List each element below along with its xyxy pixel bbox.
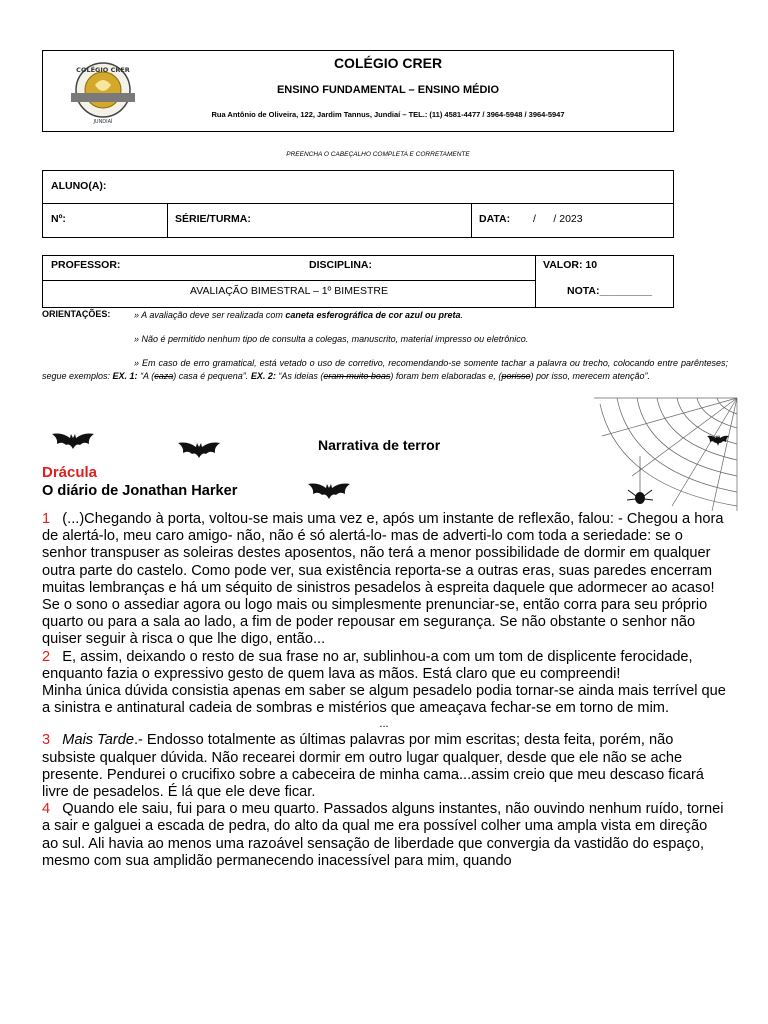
paragraph-4: 4 Quando ele saiu, fui para o meu quarto. Passados alguns instantes, não ouvindo nenhum ruído, tornei a sair e galguei a escada de pedra, do alto da qual me era possível colher uma ampla vista em direção ao sul. Ali havia ao menos uma razoável sensação de liberdade que convergia da vastidão do espaço, mesmo com sua amplidão permanecendo inacessível para mim, quando [42, 801, 724, 869]
orientation-2: » Não é permitido nenhum tipo de consulta a colegas, manuscrito, material impresso ou eletrônico. [134, 334, 529, 344]
school-name: COLÉGIO CRER [333, 55, 443, 71]
fill-instruction: PREENCHA O CABEÇALHO COMPLETA E CORRETAMENTE [286, 151, 470, 158]
exam-info-box [42, 255, 674, 308]
svg-text:JUNDIAÍ: JUNDIAÍ [93, 119, 113, 125]
story-body [42, 511, 726, 870]
orientation-1: » A avaliação deve ser realizada com caneta esferográfica de cor azul ou preta. [134, 310, 463, 320]
story-subtitle: O diário de Jonathan Harker [42, 483, 238, 499]
numero-label: Nº: [51, 213, 66, 225]
valor-label: VALOR: 10 [543, 259, 598, 271]
ellipsis: ... [379, 718, 389, 731]
paragraph-2: 2 E, assim, deixando o resto de sua frase no ar, sublinhou-a com um tom de displicente ferocidade, enquanto fazia o expressivo gesto de quem lava as mãos. Está claro que eu compreendi! [42, 648, 693, 682]
avaliacao-label: AVALIAÇÃO BIMESTRAL – 1º BIMESTRE [190, 285, 388, 297]
story-title: Drácula [42, 464, 98, 481]
serie-label: SÉRIE/TURMA: [175, 213, 251, 225]
school-address: Rua Antônio de Oliveira, 122, Jardim Tannus, Jundiaí – TEL.: (11) 4581-4477 / 3964-5948 / 3964-5947 [211, 110, 565, 119]
bat-icon [50, 428, 96, 456]
disciplina-label: DISCIPLINA: [309, 259, 372, 271]
section-title: Narrativa de terror [318, 437, 441, 453]
data-label: DATA: [479, 213, 511, 225]
nota-label: NOTA:_________ [567, 285, 653, 297]
school-header [42, 50, 674, 132]
paragraph-2b: Minha única dúvida consistia apenas em saber se algum pesadelo podia tornar-se ainda mais terrível que a sinistra e antinatural cadeia de sombras e mistérios que ameaçava fechar-se em torno de mim. [42, 683, 726, 717]
svg-text:COLÉGIO CRER: COLÉGIO CRER [76, 66, 130, 74]
paragraph-3: 3 Mais Tarde.- Endosso totalmente as últimas palavras por mim escritas; desta feita, porém, não subsiste qualquer dúvida. Não recearei dormir em outro lugar qualquer, desde que ele não se ache presente. Pendurei o crucifixo sobre a cabeceira de minha cama...assim creio que meu descaso ficará livre de pesadelos. É lá que ele deve ficar. [42, 732, 704, 801]
student-info-box [42, 170, 674, 238]
paragraph-1: 1 (...)Chegando à porta, voltou-se mais uma vez e, após um instante de reflexão, falou: - Chegou a hora de alertá-lo, meu caro amigo- não, não é só alertá-lo- mas de adverti-lo com toda a seriedade: se o senhor transpuser as soleiras destes aposentos, não terá a menor possibilidade de dormir em qualquer outra parte do castelo. Como pode ver, sua existência reporta-se a outras eras, suas paredes encerram muitas lembranças e há um séquito de sinistros pesadelos à espreita daquele que adormecer ao acaso! Se o sono o assediar agora ou logo mais ou simplesmente prenunciar-se, então corra para seu próprio quarto ou para a sala ao lado, a fim de poder repousar em segurança. Se não obstante o senhor não quiser seguir à risca o que lhe digo, então... [42, 511, 724, 648]
bat-icon [306, 478, 352, 506]
aluno-label: ALUNO(A): [51, 180, 107, 192]
orientations-label: ORIENTAÇÕES: [42, 309, 111, 319]
spider-web-image [592, 396, 742, 516]
data-value: / / 2023 [533, 213, 583, 225]
school-levels: ENSINO FUNDAMENTAL – ENSINO MÉDIO [276, 84, 500, 96]
professor-label: PROFESSOR: [51, 259, 121, 271]
bat-icon [176, 437, 222, 465]
bat-icon [706, 432, 730, 456]
orientation-3: » Em caso de erro gramatical, está vetado o uso de corretivo, recomendando-se somente tachar a palavra ou trecho, colocando entre parênteses; segue exemplos: EX. 1: “A (caza) casa é pequena”. EX. 2: “As ideias (eram muito boas) foram bem elaboradas e, (porisso) por isso, merecem atenção”. [42, 358, 728, 381]
